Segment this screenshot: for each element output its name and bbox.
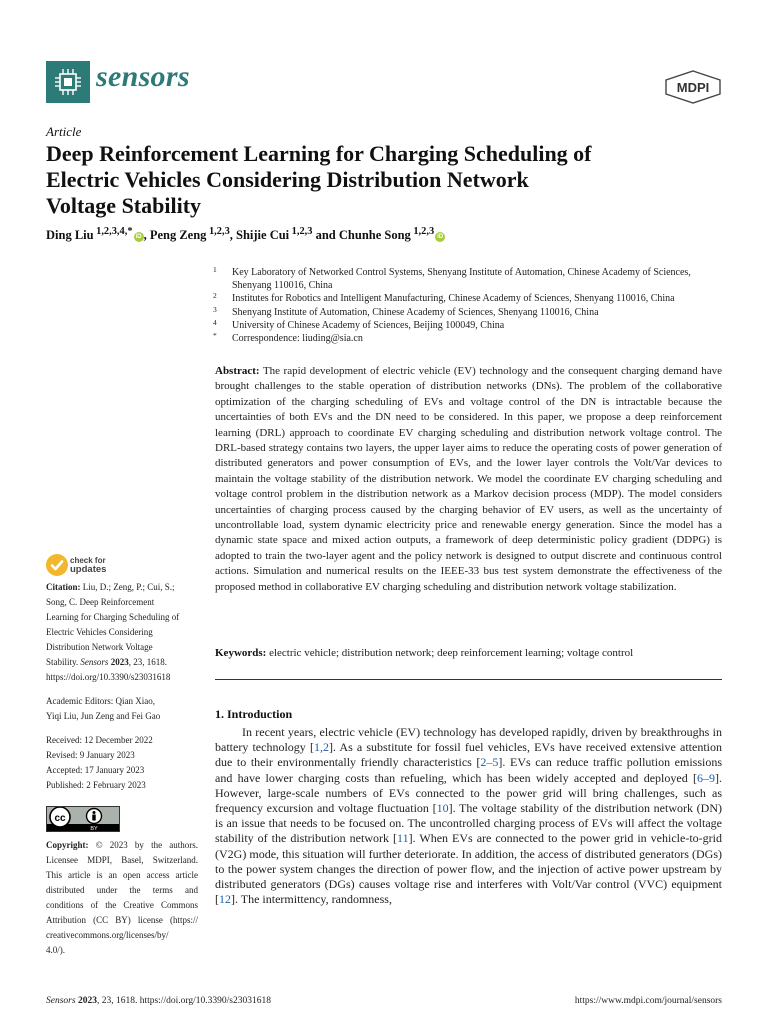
affiliation-mark: 1: [213, 265, 217, 274]
copyright-text: distributed under the terms and: [46, 885, 198, 895]
author-name: Peng Zeng: [149, 228, 207, 243]
license-link[interactable]: creativecommons.org/licenses/by/: [46, 930, 169, 940]
citation-text: Song, C. Deep Reinforcement: [46, 597, 155, 607]
author-affiliation-marks: 1,2,3: [208, 226, 230, 237]
author-separator: ,: [229, 228, 237, 243]
citation-text: Electric Vehicles Considering: [46, 627, 153, 637]
academic-editors: [46, 694, 198, 724]
title-line: Voltage Stability: [46, 193, 202, 218]
affiliation-mark: 4: [213, 317, 217, 327]
paragraph: In recent years, electric vehicle (EV) technology has developed rapidly, driven by breakthroughs in battery technology [1,2]. As a substitute for fossil fuel vehicles, EVs have received extensive attention due to their environmentally friendly characteristics [2–5]. EVs can reduce traffic pollution emissions and have lower charging costs than refueling, which has been widely accepted and deployed [6–9]. However, large-scale numbers of EVs connected to the power grid will bring challenges, such as frequency excursion and voltage fluctuation [10]. The voltage stability of the distribution network (DN) is an issue that needs to be focused on. The uncontrolled charging process of EVs will affect the voltage stability of the distribution network [11]. When EVs are connected to the power grid in vehicle-to-grid (V2G) mode, this situation will further deteriorate. In addition, the access of distributed generators (DGs) to the power system changes the direction of power flow, and the injection of active power upstream by distributed generators (DGs) causes voltage rise and interferes with Volt/Var control (VVC) equipment [12]. The intermittency, randomness,: [215, 725, 723, 907]
affiliation-mark: 3: [213, 304, 217, 314]
editors-text: Academic Editors: Qian Xiao,: [46, 696, 155, 706]
published-date: Published: 2 February 2023: [46, 780, 146, 790]
article-sidebar: [46, 580, 198, 958]
abstract-label: Abstract:: [215, 365, 260, 377]
svg-text:BY: BY: [90, 826, 98, 831]
citation-label: Citation:: [46, 582, 81, 592]
reference-link[interactable]: 12: [219, 892, 231, 907]
affiliation-text: Key Laboratory of Networked Control Systems, Shenyang Institute of Automation, Chinese Academy of Sciences, Shenyang 110016, China: [232, 267, 691, 292]
keywords: [215, 646, 722, 661]
journal-name: sensors: [96, 60, 190, 93]
affiliation-text: Institutes for Robotics and Intelligent Manufacturing, Chinese Academy of Sciences, Shenyang 110016, China: [232, 293, 675, 305]
affiliation-mark: 2: [213, 291, 217, 301]
publisher-name: MDPI: [676, 80, 710, 95]
reference-link[interactable]: 1,2: [313, 740, 329, 755]
introduction-body: [215, 725, 722, 907]
reference-link[interactable]: 2–5: [480, 755, 499, 770]
author-name: Chunhe Song: [338, 228, 411, 243]
author-name: Ding Liu: [46, 228, 94, 243]
author-affiliation-marks: 1,2,3: [291, 226, 313, 237]
keywords-text: electric vehicle; distribution network; deep reinforcement learning; voltage control: [269, 647, 634, 659]
affiliation-text: University of Chinese Academy of Sciences, Beijing 100049, China: [232, 319, 505, 331]
orcid-icon[interactable]: iD: [135, 234, 142, 241]
author-separator: ,: [143, 228, 150, 243]
author-name: Shijie Cui: [236, 228, 290, 243]
author-separator: and: [312, 228, 339, 243]
copyright-block: [46, 838, 198, 958]
orcid-icon[interactable]: iD: [437, 234, 444, 241]
svg-text:cc: cc: [54, 813, 66, 824]
citation-doi-link[interactable]: https://doi.org/10.3390/s23031618: [46, 672, 171, 682]
footer-journal-url[interactable]: https://www.mdpi.com/journal/sensors: [574, 996, 722, 1006]
citation-year: 2023: [110, 657, 129, 667]
reference-link[interactable]: 11: [397, 831, 409, 846]
publisher-logo: [664, 70, 722, 104]
journal-logo-icon: [46, 61, 90, 103]
copyright-label: Copyright:: [46, 840, 89, 850]
license-link[interactable]: 4.0/).: [46, 945, 65, 955]
check-updates-label: check for updates: [70, 556, 107, 575]
citation-text: Liu, D.; Zeng, P.; Cui, S.;: [82, 582, 175, 592]
footer-citation: [46, 996, 271, 1006]
reference-link[interactable]: 10: [436, 801, 449, 816]
correspondence-text: Correspondence: liuding@sia.cn: [232, 333, 363, 345]
footer-doi[interactable]: , 23, 1618. https://doi.org/10.3390/s23031618: [96, 996, 271, 1006]
affiliation-list: [213, 266, 723, 345]
section-heading: 1. Introduction: [215, 707, 293, 721]
affiliation-item: [213, 306, 723, 319]
citation-text: Distribution Network Voltage: [46, 642, 153, 652]
citation-text: , 23, 1618.: [128, 657, 167, 667]
citation-text: Learning for Charging Scheduling of: [46, 612, 180, 622]
revised-date: Revised: 9 January 2023: [46, 750, 135, 760]
copyright-text: Attribution (CC BY) license (https://: [46, 915, 198, 925]
affiliation-text: Shenyang Institute of Automation, Chinese Academy of Sciences, Shenyang 110016, China: [232, 306, 599, 318]
affiliation-item: [213, 332, 723, 345]
reference-link[interactable]: 6–9: [697, 770, 715, 785]
title-line: Electric Vehicles Considering Distribution Network: [46, 167, 529, 192]
keywords-label: Keywords:: [215, 647, 267, 659]
section-divider: [215, 679, 722, 680]
publication-dates: [46, 733, 198, 793]
affiliation-mark: *: [213, 331, 217, 341]
abstract: [215, 364, 722, 595]
affiliation-item: [213, 266, 723, 292]
footer-journal: Sensors: [46, 996, 76, 1006]
author-list: [46, 226, 445, 243]
affiliation-item: [213, 319, 723, 332]
check-updates-icon: [46, 554, 68, 576]
abstract-text: The rapid development of electric vehicle (EV) technology and the consequent charging demand have brought challenges to the stable operation of distribution networks (DNs). The problem of the collaborative optimization of the charging scheduling of EVs and voltage control of the DN is intractable because the uncertainties of both EVs and the DN need to be considered. In this paper, we propose a deep reinforcement learning (DRL) approach to coordinate EV charging scheduling and distribution network voltage control. The DRL-based strategy contains two layers, the upper layer aims to reduce the operating costs of power generation of distributed generators and power consumption of EVs, and the lower layer controls the Volt/Var devices to maintain the voltage stability of the distribution network. We model the coordinate EV charging scheduling and voltage control problem in the distribution network as a Markov decision process (MDP). The model considers uncertainties of charging process caused by the charging behavior of EV users, as well as the uncertainty of uncontrollable load, system dynamic electricity price and renewable energy generation. Since the model has a dynamic state space and mixed action outputs, a framework of deep deterministic policy gradient (DDPG) is adopted to train the two-layer agent and the policy network is designed to output discrete and continuous control actions. Simulation and numerical results on the IEEE-33 bus test system demonstrate the effectiveness of the proposed method in collaborative EV charging scheduling and distribution network voltage stabilization.: [215, 365, 722, 593]
citation-journal: Sensors: [80, 657, 109, 667]
cc-by-license-badge[interactable]: [46, 806, 120, 832]
article-type: Article: [46, 124, 82, 139]
author-affiliation-marks: 1,2,3: [413, 226, 435, 237]
citation-block: [46, 580, 198, 685]
received-date: Received: 12 December 2022: [46, 735, 153, 745]
copyright-text: Licensee MDPI, Basel, Switzerland.: [46, 855, 198, 865]
author-affiliation-marks: 1,2,3,4,*: [96, 226, 133, 237]
affiliation-item: [213, 292, 723, 305]
copyright-text: © 2023 by the authors.: [95, 840, 199, 850]
chip-icon: [46, 61, 90, 103]
footer-year: 2023: [77, 996, 97, 1006]
editors-text: Yiqi Liu, Jun Zeng and Fei Gao: [46, 711, 161, 721]
copyright-text: conditions of the Creative Commons: [46, 900, 198, 910]
article-title: [46, 141, 736, 219]
citation-text: Stability.: [46, 657, 81, 667]
accepted-date: Accepted: 17 January 2023: [46, 765, 145, 775]
title-line: Deep Reinforcement Learning for Charging Scheduling of: [46, 141, 592, 166]
copyright-text: This article is an open access article: [46, 870, 198, 880]
